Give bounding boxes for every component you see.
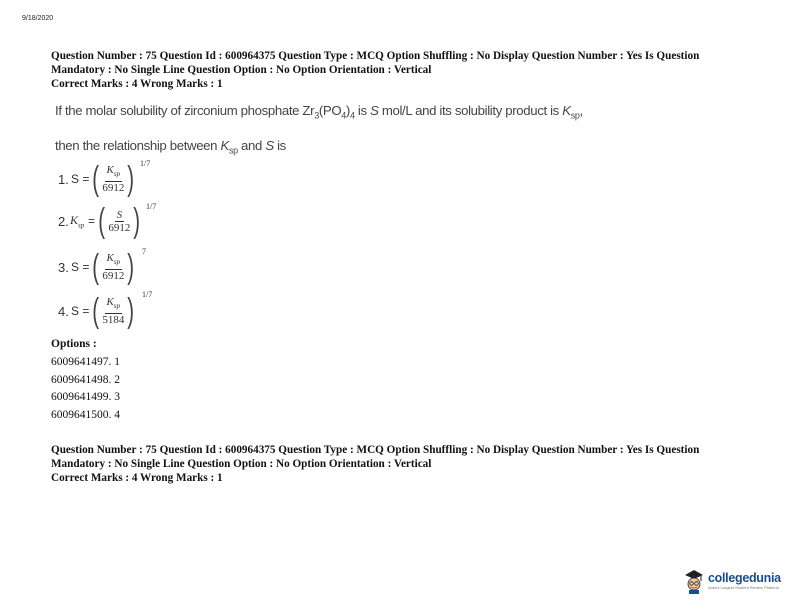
option-equals: = <box>88 214 96 228</box>
question-meta <box>51 49 761 91</box>
option-id: 6009641500. 4 <box>51 408 120 421</box>
option-exponent: 1/7 <box>142 290 153 299</box>
option-number: 3. <box>58 260 69 275</box>
option-denominator: 5184 <box>102 313 125 326</box>
option-numerator: $K_{sp}$ <box>105 164 123 181</box>
print-date: 9/18/2020 <box>22 15 54 22</box>
option-id: 6009641499. 3 <box>51 391 120 403</box>
options-heading: Options : <box>51 338 97 350</box>
option-id: 6009641498. 2 <box>51 373 120 386</box>
option-lhs: $K_{sp}$ <box>70 213 85 230</box>
option-denominator: 6912 <box>102 181 125 194</box>
option-exponent: 1/7 <box>140 159 151 168</box>
meta-line-2: Mandatory : No Single Line Question Option : No Option Orientation : Vertical <box>51 458 432 470</box>
option-numerator: $K_{sp}$ <box>105 252 123 269</box>
option-lhs: S = <box>71 172 90 186</box>
question-text <box>55 96 755 165</box>
meta-line-1: Question Number : 75 Question Id : 600964375 Question Type : MCQ Option Shuffling : No Display Question Number : Yes Is Question <box>51 50 700 62</box>
option-numerator: $K_{sp}$ <box>105 296 123 313</box>
meta-line-3: Correct Marks : 4 Wrong Marks : 1 <box>51 472 223 484</box>
question-line-1: If the molar solubility of zirconium phosphate $Zr_3(PO_4)_4$ is S mol/L and its solubility product is $K_{sp}$, <box>55 103 583 121</box>
option-exponent: 1/7 <box>146 202 157 211</box>
option-exponent: 7 <box>142 247 146 256</box>
question-line-2: then the relationship between $K_{sp}$ and S is <box>55 137 286 156</box>
meta-line-1: Question Number : 75 Question Id : 600964375 Question Type : MCQ Option Shuffling : No Display Question Number : Yes Is Question <box>51 444 700 456</box>
question-meta-repeat <box>51 443 761 485</box>
collegedunia-logo <box>683 568 781 594</box>
option-numerator: S <box>116 208 123 221</box>
logo-brand: collegedunia <box>708 571 781 585</box>
option-id-list <box>51 354 120 424</box>
graduate-mascot-icon <box>683 568 705 594</box>
option-number: 4. <box>58 304 69 319</box>
meta-line-2: Mandatory : No Single Line Question Option : No Option Orientation : Vertical <box>51 64 432 76</box>
meta-line-3: Correct Marks : 4 Wrong Marks : 1 <box>51 78 223 90</box>
option-lhs: S = <box>71 260 90 274</box>
logo-tagline: India's Largest Student Review Platform <box>708 585 780 590</box>
option-number: 2. <box>58 214 69 229</box>
option-denominator: 6912 <box>102 269 125 282</box>
option-lhs: S = <box>71 304 90 318</box>
option-number: 1. <box>58 172 69 187</box>
option-id: 6009641497. 1 <box>51 356 120 368</box>
option-denominator: 6912 <box>108 221 131 234</box>
